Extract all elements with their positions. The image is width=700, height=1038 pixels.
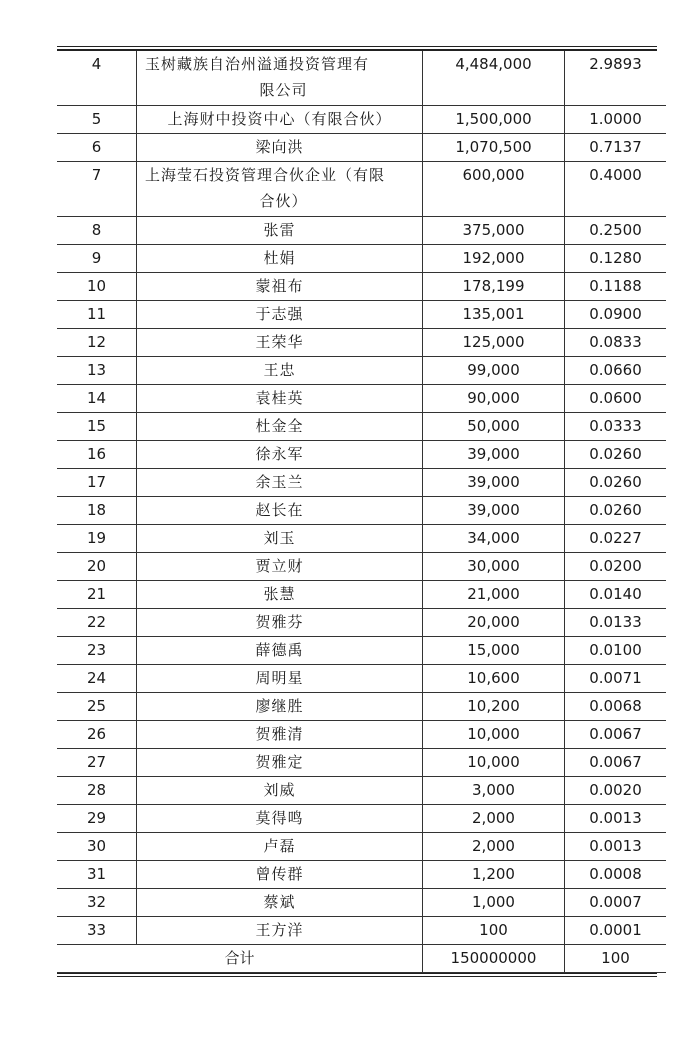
row-number: 22 [57, 608, 137, 636]
share-percent: 0.0333 [565, 412, 667, 440]
shareholder-name: 王荣华 [137, 328, 423, 356]
share-percent: 0.0900 [565, 300, 667, 328]
shareholder-name: 薛德禹 [137, 636, 423, 664]
table-row [57, 51, 666, 106]
share-count: 10,000 [423, 748, 565, 776]
row-number: 25 [57, 692, 137, 720]
share-percent: 0.0133 [565, 608, 667, 636]
bottom-rule-thick [57, 973, 657, 975]
table-row [57, 468, 666, 496]
shareholder-name: 贾立财 [137, 552, 423, 580]
share-count: 4,484,000 [423, 51, 565, 106]
share-count: 100 [423, 916, 565, 944]
share-percent: 0.2500 [565, 216, 667, 244]
total-percent: 100 [565, 944, 667, 972]
shareholder-name: 刘玉 [137, 524, 423, 552]
table-row [57, 440, 666, 468]
shareholder-name: 蒙祖布 [137, 272, 423, 300]
shareholder-name: 曾传群 [137, 860, 423, 888]
row-number: 30 [57, 832, 137, 860]
table-row [57, 636, 666, 664]
shareholder-name-line2: 限公司 [259, 80, 308, 99]
share-count: 20,000 [423, 608, 565, 636]
row-number: 7 [57, 161, 137, 216]
row-number: 17 [57, 468, 137, 496]
table-row [57, 133, 666, 161]
total-shares: 150000000 [423, 944, 565, 972]
share-percent: 0.0260 [565, 440, 667, 468]
table-row [57, 216, 666, 244]
shareholder-name: 赵长在 [137, 496, 423, 524]
row-number: 29 [57, 804, 137, 832]
total-label: 合计 [57, 944, 423, 972]
row-number: 23 [57, 636, 137, 664]
share-count: 192,000 [423, 244, 565, 272]
table-row [57, 552, 666, 580]
shareholder-name: 贺雅清 [137, 720, 423, 748]
shareholder-name: 梁向洪 [137, 133, 423, 161]
share-percent: 0.0260 [565, 496, 667, 524]
shareholder-name-line2: 合伙） [259, 191, 308, 210]
table-row [57, 748, 666, 776]
share-percent: 0.1188 [565, 272, 667, 300]
share-count: 1,070,500 [423, 133, 565, 161]
share-count: 135,001 [423, 300, 565, 328]
table-row [57, 384, 666, 412]
row-number: 28 [57, 776, 137, 804]
table-row [57, 161, 666, 216]
shareholder-table-sheet [57, 46, 657, 977]
share-percent: 0.0600 [565, 384, 667, 412]
row-number: 6 [57, 133, 137, 161]
top-rule [57, 46, 657, 47]
row-number: 12 [57, 328, 137, 356]
share-count: 90,000 [423, 384, 565, 412]
row-number: 33 [57, 916, 137, 944]
row-number: 13 [57, 356, 137, 384]
shareholder-name: 卢磊 [137, 832, 423, 860]
table-row [57, 692, 666, 720]
shareholder-name: 袁桂英 [137, 384, 423, 412]
share-count: 10,000 [423, 720, 565, 748]
table-row [57, 916, 666, 944]
bottom-rule [57, 976, 657, 977]
row-number: 16 [57, 440, 137, 468]
table-row [57, 720, 666, 748]
row-number: 27 [57, 748, 137, 776]
share-count: 178,199 [423, 272, 565, 300]
table-row [57, 804, 666, 832]
share-count: 1,000 [423, 888, 565, 916]
share-count: 99,000 [423, 356, 565, 384]
shareholder-name: 徐永军 [137, 440, 423, 468]
table-row [57, 356, 666, 384]
row-number: 24 [57, 664, 137, 692]
table-row [57, 524, 666, 552]
shareholder-name: 刘威 [137, 776, 423, 804]
table-row [57, 664, 666, 692]
shareholder-name: 蔡斌 [137, 888, 423, 916]
shareholder-name: 张慧 [137, 580, 423, 608]
share-count: 39,000 [423, 468, 565, 496]
shareholder-name: 于志强 [137, 300, 423, 328]
table-row [57, 496, 666, 524]
shareholder-name-line1: 上海莹石投资管理合伙企业（有限 [145, 165, 386, 184]
share-percent: 0.0100 [565, 636, 667, 664]
share-percent: 1.0000 [565, 105, 667, 133]
table-row [57, 608, 666, 636]
share-percent: 0.0140 [565, 580, 667, 608]
row-number: 5 [57, 105, 137, 133]
share-percent: 0.0067 [565, 720, 667, 748]
share-percent: 0.0020 [565, 776, 667, 804]
share-percent: 0.0660 [565, 356, 667, 384]
share-percent: 0.0067 [565, 748, 667, 776]
share-percent: 0.0068 [565, 692, 667, 720]
share-percent: 0.1280 [565, 244, 667, 272]
total-row [57, 944, 666, 972]
share-count: 21,000 [423, 580, 565, 608]
row-number: 31 [57, 860, 137, 888]
table-row [57, 888, 666, 916]
share-count: 10,200 [423, 692, 565, 720]
shareholder-name: 廖继胜 [137, 692, 423, 720]
table-body [57, 51, 666, 973]
table-row [57, 272, 666, 300]
share-percent: 0.0013 [565, 804, 667, 832]
shareholder-name: 王方洋 [137, 916, 423, 944]
shareholder-name [137, 51, 423, 106]
row-number: 15 [57, 412, 137, 440]
share-count: 125,000 [423, 328, 565, 356]
share-percent: 0.0001 [565, 916, 667, 944]
shareholder-name: 莫得鸣 [137, 804, 423, 832]
share-count: 15,000 [423, 636, 565, 664]
share-percent: 0.0227 [565, 524, 667, 552]
share-count: 1,200 [423, 860, 565, 888]
row-number: 9 [57, 244, 137, 272]
shareholder-name: 贺雅芬 [137, 608, 423, 636]
row-number: 32 [57, 888, 137, 916]
row-number: 18 [57, 496, 137, 524]
shareholder-name: 杜金全 [137, 412, 423, 440]
share-percent: 0.0200 [565, 552, 667, 580]
share-percent: 0.0008 [565, 860, 667, 888]
share-count: 39,000 [423, 440, 565, 468]
table-row [57, 832, 666, 860]
row-number: 26 [57, 720, 137, 748]
table-row [57, 105, 666, 133]
row-number: 4 [57, 51, 137, 106]
shareholder-name: 王忠 [137, 356, 423, 384]
table-row [57, 300, 666, 328]
shareholder-table [57, 51, 666, 973]
share-count: 2,000 [423, 804, 565, 832]
share-percent: 0.4000 [565, 161, 667, 216]
row-number: 8 [57, 216, 137, 244]
share-count: 34,000 [423, 524, 565, 552]
share-percent: 0.0013 [565, 832, 667, 860]
share-count: 30,000 [423, 552, 565, 580]
share-count: 10,600 [423, 664, 565, 692]
table-row [57, 860, 666, 888]
share-percent: 0.0007 [565, 888, 667, 916]
shareholder-name: 周明星 [137, 664, 423, 692]
table-row [57, 580, 666, 608]
row-number: 14 [57, 384, 137, 412]
row-number: 10 [57, 272, 137, 300]
row-number: 11 [57, 300, 137, 328]
table-row [57, 776, 666, 804]
shareholder-name: 余玉兰 [137, 468, 423, 496]
share-count: 3,000 [423, 776, 565, 804]
row-number: 19 [57, 524, 137, 552]
table-row [57, 412, 666, 440]
share-count: 2,000 [423, 832, 565, 860]
shareholder-name-line1: 玉树藏族自治州溢通投资管理有 [145, 54, 370, 73]
shareholder-name: 贺雅定 [137, 748, 423, 776]
shareholder-name [137, 161, 423, 216]
share-count: 39,000 [423, 496, 565, 524]
share-percent: 0.7137 [565, 133, 667, 161]
share-percent: 2.9893 [565, 51, 667, 106]
table-row [57, 244, 666, 272]
row-number: 20 [57, 552, 137, 580]
share-count: 1,500,000 [423, 105, 565, 133]
share-count: 600,000 [423, 161, 565, 216]
row-number: 21 [57, 580, 137, 608]
table-row [57, 328, 666, 356]
share-percent: 0.0071 [565, 664, 667, 692]
share-percent: 0.0260 [565, 468, 667, 496]
share-count: 375,000 [423, 216, 565, 244]
shareholder-name: 杜娟 [137, 244, 423, 272]
shareholder-name: 上海财中投资中心（有限合伙） [137, 105, 423, 133]
share-percent: 0.0833 [565, 328, 667, 356]
share-count: 50,000 [423, 412, 565, 440]
shareholder-name: 张雷 [137, 216, 423, 244]
